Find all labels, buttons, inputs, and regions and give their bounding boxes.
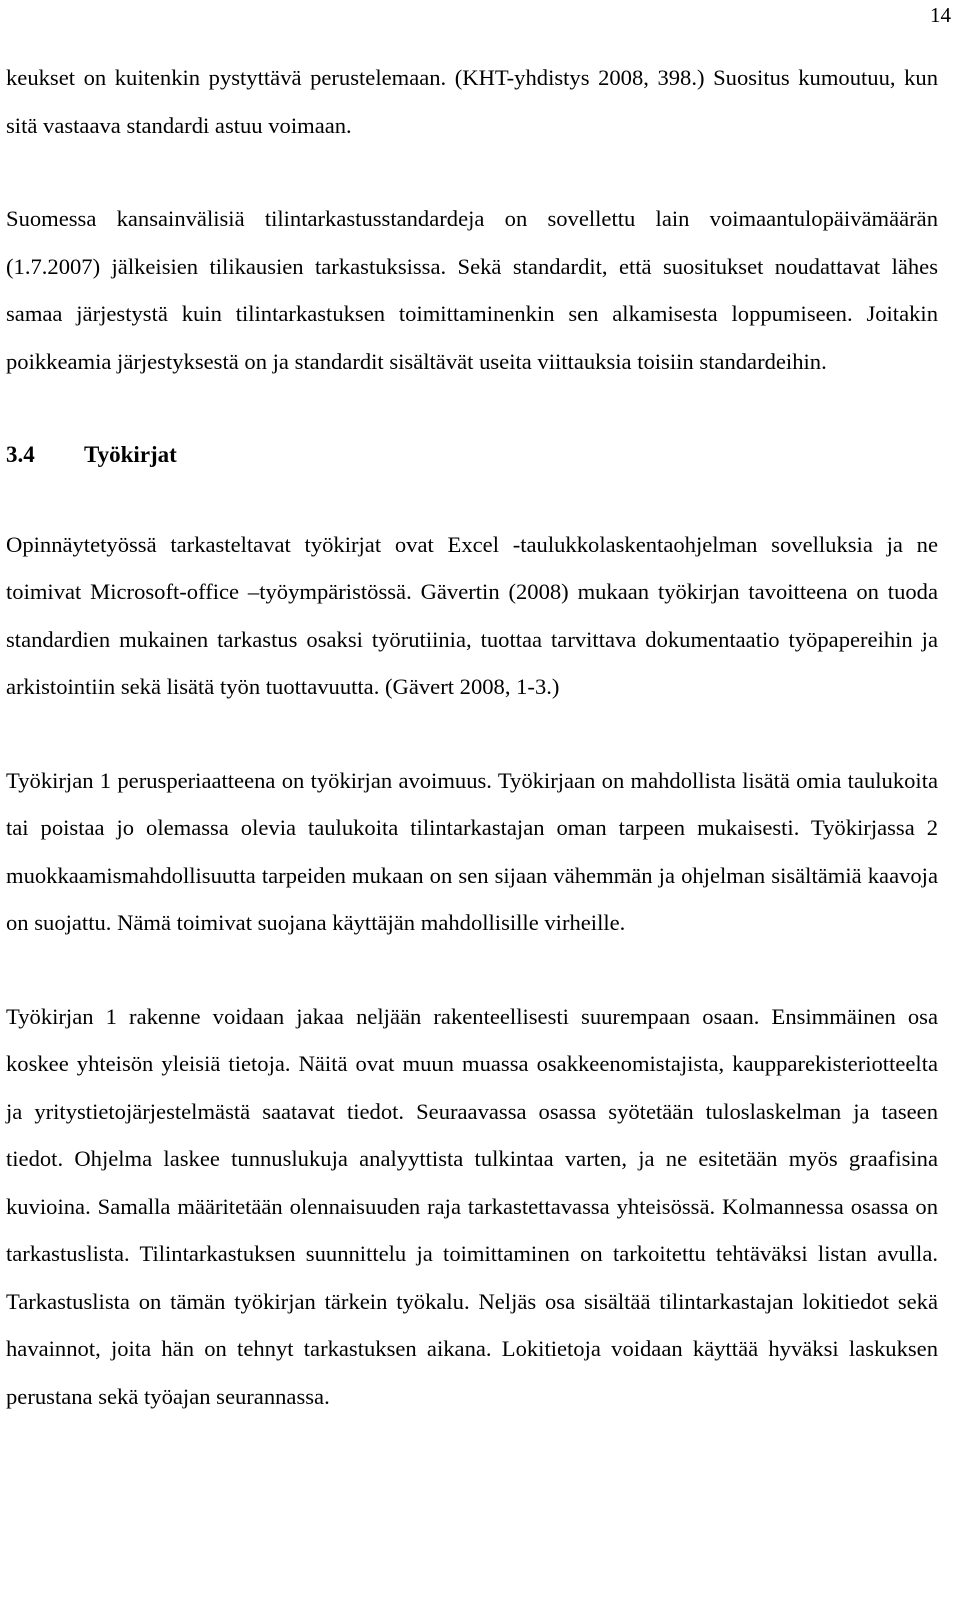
paragraph-workbook-openness: Työkirjan 1 perusperiaatteena on työkirjan avoimuus. Työkirjaan on mahdollista lisätä omia taulukoita tai poistaa jo olemassa olevia taulukoita tilintarkastajan oman tarpeen mukaisesti. Työkirjassa 2 muokkaamismahdollisuutta tarpeiden mukaan on sen sijaan vähemmän ja ohjelman sisältämiä kaavoja on suojattu. Nämä toimivat suojana käyttäjän mahdollisille virheille. (6, 767, 938, 935)
paragraph-workbook-structure: Työkirjan 1 rakenne voidaan jakaa neljään rakenteellisesti suurempaan osaan. Ensimmäinen osa koskee yhteisön yleisiä tietoja. Näitä ovat muun muassa osakkeenomistajista, kaupparekisteriotteelta ja yritystietojärjestelmästä saatavat tiedot. Seuraavassa osassa syötetään tuloslaskelman ja taseen tiedot. Ohjelma laskee tunnuslukuja analyyttista tulkintaa varten, ja ne esitetään myös graafisina kuvioina. Samalla määritetään olennaisuuden raja tarkastettavassa yhteisössä. Kolmannessa osassa on tarkastuslista. Tilintarkastuksen suunnittelu ja toimittaminen on tarkoitettu tehtäväksi listan avulla. Tarkastuslista on tämän työkirjan tärkein työkalu. Neljäs osa sisältää tilintarkastajan lokitiedot sekä havainnot, joita hän on tehnyt tarkastuksen aikana. Lokitietoja voidaan käyttää hyväksi laskuksen perustana sekä työajan seurannassa. (6, 1003, 938, 1409)
page-number: 14 (930, 3, 951, 27)
paragraph-spacer (6, 479, 938, 521)
section-title: Työkirjat (84, 442, 177, 467)
paragraph-recommendation-expiry: keukset on kuitenkin pystyttävä perustelemaan. (KHT-yhdistys 2008, 398.) Suositus kumoutuu, kun sitä vastaava standardi astuu voimaan. (6, 65, 938, 138)
paragraph-workbooks-intro: Opinnäytetyössä tarkasteltavat työkirjat ovat Excel -taulukkolaskentaohjelman sovelluksia ja ne toimivat Microsoft-office –työympäristössä. Gävertin (2008) mukaan työkirjan tavoitteena on tuoda standardien mukainen tarkastus osaksi työrutiinia, tuottaa tarvittava dokumentaatio työpapereihin ja arkistointiin sekä lisätä työn tuottavuutta. (Gävert 2008, 1-3.) (6, 531, 938, 699)
paragraph-spacer (6, 711, 938, 757)
section-heading (6, 431, 938, 479)
paragraph-spacer (6, 149, 938, 195)
paragraph-spacer (6, 947, 938, 993)
section-number: 3.4 (6, 442, 35, 467)
paragraph-spacer (6, 385, 938, 431)
document-body (6, 54, 938, 1420)
paragraph-standards-in-finland: Suomessa kansainvälisiä tilintarkastusstandardeja on sovellettu lain voimaantulopäivämäärän (1.7.2007) jälkeisien tilikausien tarkastuksissa. Sekä standardit, että suositukset noudattavat lähes samaa järjestystä kuin tilintarkastuksen toimittaminenkin sen alkamisesta loppumiseen. Joitakin poikkeamia järjestyksestä on ja standardit sisältävät useita viittauksia toisiin standardeihin. (6, 206, 938, 374)
